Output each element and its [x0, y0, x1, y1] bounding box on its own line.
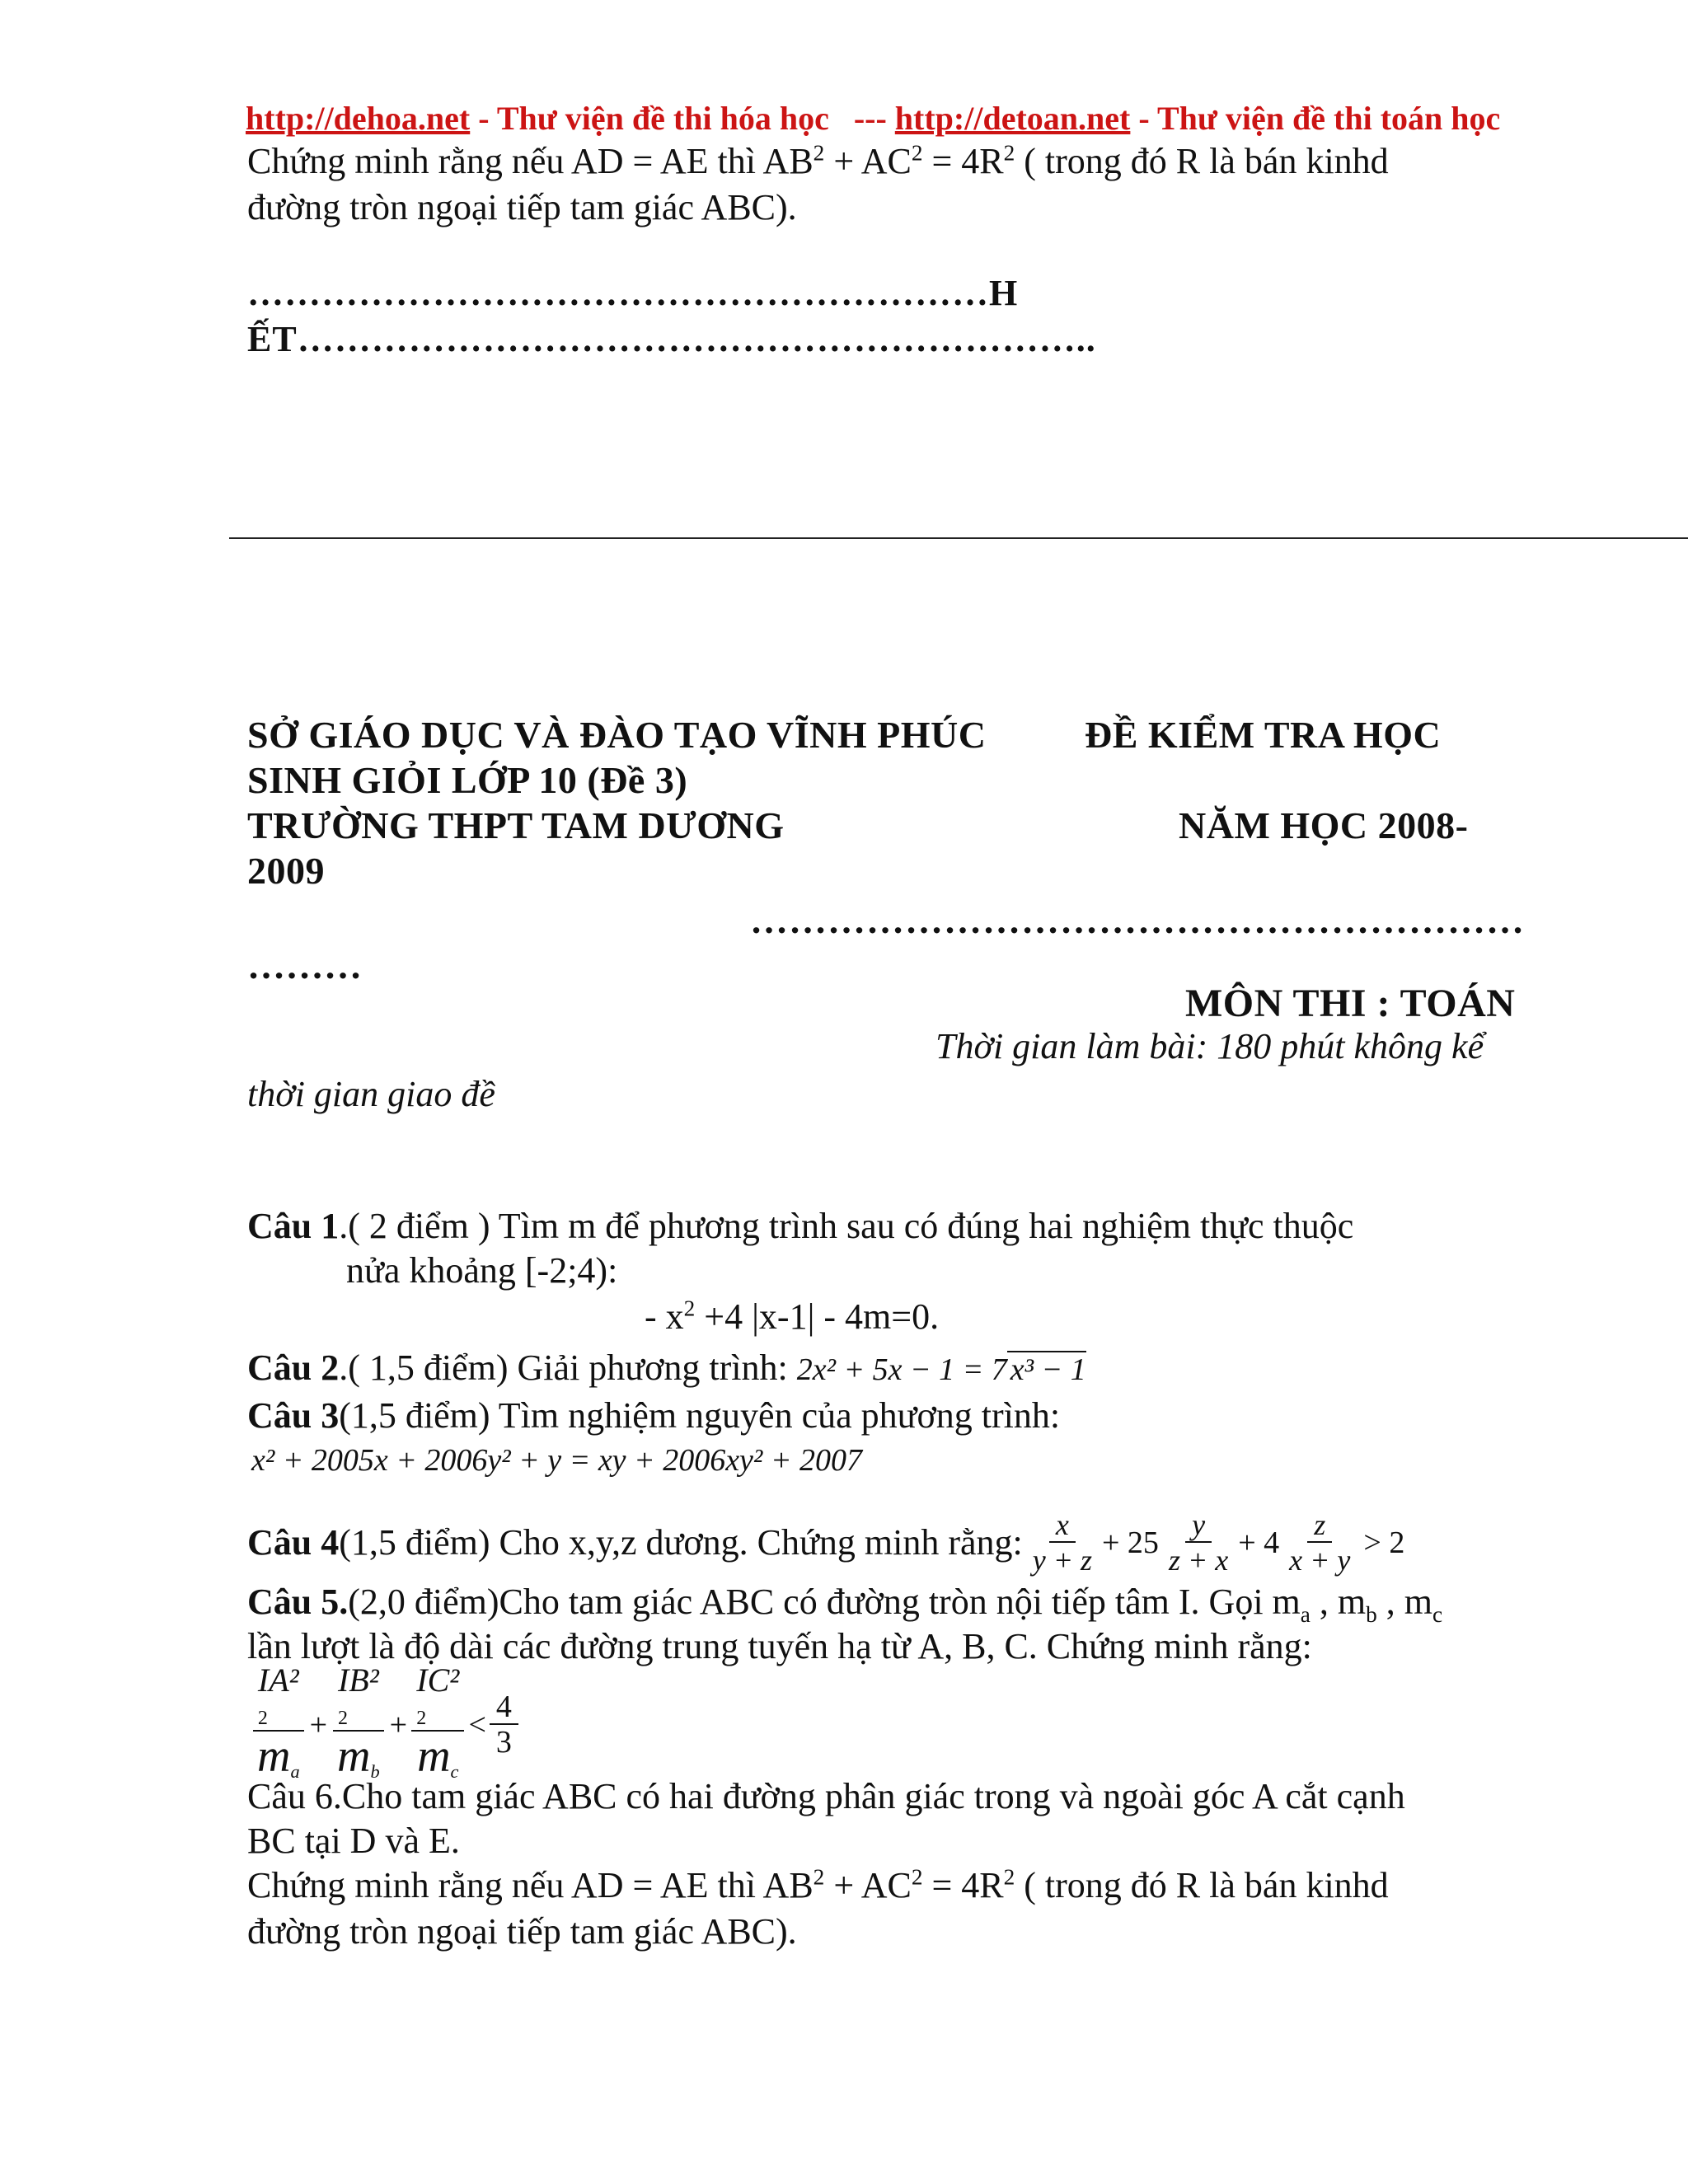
- q2-radical: x³ − 1: [1007, 1351, 1086, 1387]
- q2-text: .( 1,5 điểm) Giải phương trình:: [339, 1347, 797, 1388]
- q4-coef-2: + 25: [1102, 1526, 1159, 1560]
- q5-n3: IC²: [416, 1661, 460, 1699]
- exam-title-cont: SINH GIỎI LỚP 10 (Đề 3): [247, 759, 688, 801]
- page-separator: [229, 537, 1688, 539]
- q2-label: Câu 2: [247, 1347, 340, 1388]
- q1-text: .( 2 điểm ) Tìm m để phương trình sau có đúng hai nghiệm thực thuộc: [339, 1206, 1354, 1246]
- q5-n2: IB²: [337, 1661, 379, 1699]
- q5-line-2: lần lượt là độ dài các đường trung tuyến hạ từ A, B, C. Chứng minh rằng:: [247, 1626, 1312, 1666]
- q5-text-c: , m: [1376, 1582, 1432, 1622]
- q6-line-1: Câu 6.Cho tam giác ABC có hai đường phân giác trong và ngoài góc A cắt cạnh: [247, 1776, 1405, 1816]
- q4-f1-den: y + z: [1032, 1544, 1092, 1577]
- exam-title: ĐỀ KIỂM TRA HỌC: [1085, 714, 1442, 756]
- top-proof-line: [247, 138, 1389, 185]
- q5-m-c: m: [417, 1731, 451, 1782]
- q1-eq-b: +4 |x-1| - 4m=0.: [695, 1296, 940, 1337]
- school-year-cont: 2009: [247, 850, 325, 892]
- q5-r-num: 4: [490, 1690, 518, 1725]
- q4-f3-num: z: [1307, 1508, 1332, 1543]
- q5-line: [247, 1579, 1442, 1625]
- q6-line-3: [247, 1863, 1389, 1909]
- q1-line-2: nửa khoảng [-2;4):: [346, 1250, 618, 1291]
- q5-text: (2,0 điểm)Cho tam giác ABC có đường tròn nội tiếp tâm I. Gọi m: [348, 1582, 1301, 1622]
- q5-label: Câu 5.: [247, 1582, 349, 1622]
- q2-equation: 2x² + 5x − 1 = 7: [796, 1352, 1007, 1387]
- q3-label: Câu 3: [247, 1395, 340, 1436]
- q5-sub-b: b: [370, 1761, 380, 1783]
- school-year: NĂM HỌC 2008-: [1179, 804, 1469, 846]
- q5-fraction-3: [410, 1661, 465, 1786]
- q5-sub-c: c: [450, 1761, 459, 1783]
- q3-equation: x² + 2005x + 2006y² + y = xy + 2006xy² + 2007: [251, 1443, 862, 1478]
- q5-m-a: m: [257, 1731, 291, 1782]
- q5-exp-1: 2: [257, 1708, 268, 1729]
- header-text-1: - Thư viện đề thi hóa học: [470, 100, 837, 137]
- dots-right: ……………………………………………………: [750, 899, 1525, 941]
- q6-line-4: đường tròn ngoại tiếp tam giác ABC).: [247, 1911, 797, 1952]
- header-text-2: - Thư viện đề thi toán học: [1130, 100, 1501, 137]
- top-proof-line-2: đường tròn ngoại tiếp tam giác ABC).: [247, 187, 797, 227]
- q4-f3-den: x + y: [1289, 1544, 1351, 1577]
- q5-f1-num: [253, 1661, 304, 1732]
- sub-a: a: [1300, 1601, 1311, 1627]
- sup-2: 2: [1003, 1864, 1015, 1890]
- q5-m-b: m: [337, 1731, 371, 1782]
- q5-inequality: [247, 1661, 522, 1783]
- q5-fraction-2: [331, 1661, 387, 1786]
- header-link-line: [246, 99, 1500, 138]
- top-proof-text-c: = 4R: [922, 141, 1004, 181]
- q4-fraction-2: [1162, 1508, 1235, 1577]
- het-line-2: ẾT………………………………………………………..: [247, 319, 1096, 359]
- dots-left: ………: [247, 944, 363, 987]
- q6-text-c: = 4R: [922, 1865, 1004, 1905]
- q1-eq-a: - x: [645, 1296, 684, 1337]
- q3-line: [247, 1393, 1060, 1439]
- sup-2: 2: [813, 140, 825, 166]
- dehoa-link[interactable]: http://dehoa.net: [246, 100, 471, 137]
- time-allowed: Thời gian làm bài: 180 phút không kể: [935, 1026, 1484, 1066]
- q5-less-than: <: [468, 1708, 486, 1742]
- subject: MÔN THI : TOÁN: [1185, 982, 1516, 1025]
- q4-text: (1,5 điểm) Cho x,y,z dương. Chứng minh rằng:: [339, 1522, 1023, 1563]
- q5-text-b: , m: [1310, 1582, 1367, 1622]
- q5-exp-3: 2: [416, 1708, 427, 1729]
- school-name: TRƯỜNG THPT TAM DƯƠNG: [247, 804, 785, 846]
- q2-line: [247, 1345, 1086, 1393]
- sup-2: 2: [911, 1864, 923, 1890]
- q5-plus-1: +: [309, 1708, 328, 1742]
- dept-name: SỞ GIÁO DỤC VÀ ĐÀO TẠO VĨNH PHÚC: [247, 714, 987, 756]
- q4-fraction-3: [1282, 1508, 1357, 1577]
- q4-f2-den: z + x: [1168, 1544, 1229, 1577]
- q3-text: (1,5 điểm) Tìm nghiệm nguyên của phương trình:: [339, 1395, 1061, 1436]
- q4-line: [247, 1502, 1404, 1584]
- header-separator: ---: [853, 100, 895, 137]
- q5-sub-a: a: [290, 1761, 300, 1783]
- top-proof-text-b: + AC: [824, 141, 912, 181]
- q4-f2-num: y: [1185, 1508, 1212, 1543]
- q5-f2-num: [333, 1661, 384, 1732]
- top-proof-text-a: Chứng minh rằng nếu AD = AE thì AB: [247, 141, 814, 181]
- q5-r-den: 3: [495, 1725, 512, 1760]
- detoan-link[interactable]: http://detoan.net: [894, 100, 1131, 137]
- het-line-1: ……………………………………………………H: [247, 273, 1019, 313]
- q5-fraction-rhs: [490, 1690, 518, 1760]
- q4-coef-3: + 4: [1238, 1526, 1280, 1560]
- q5-n1: IA²: [257, 1661, 299, 1699]
- q1-label: Câu 1: [247, 1206, 340, 1246]
- q4-label: Câu 4: [247, 1522, 340, 1563]
- sub-b: b: [1366, 1601, 1377, 1627]
- sup-2: 2: [911, 140, 923, 166]
- q4-rhs: > 2: [1363, 1526, 1405, 1560]
- q1-line: [247, 1203, 1353, 1249]
- sup-2: 2: [813, 1864, 825, 1890]
- q1-equation: [645, 1294, 939, 1340]
- q4-f1-num: x: [1049, 1508, 1076, 1543]
- sub-c: c: [1432, 1601, 1443, 1627]
- q6-line-2: BC tại D và E.: [247, 1821, 460, 1861]
- q4-fraction-1: [1026, 1508, 1099, 1577]
- sup-2: 2: [1003, 140, 1015, 166]
- q5-exp-2: 2: [337, 1708, 348, 1729]
- sup-2: 2: [683, 1296, 696, 1321]
- top-proof-text-d: ( trong đó R là bán kinhd: [1015, 141, 1389, 181]
- q5-f3-num: [411, 1661, 464, 1732]
- q6-text-a: Chứng minh rằng nếu AD = AE thì AB: [247, 1865, 814, 1905]
- q6-text-d: ( trong đó R là bán kinhd: [1015, 1865, 1389, 1905]
- time-allowed-cont: thời gian giao đề: [247, 1074, 495, 1114]
- q6-text-b: + AC: [824, 1865, 912, 1905]
- q5-plus-2: +: [389, 1708, 408, 1742]
- q5-fraction-1: [251, 1661, 307, 1786]
